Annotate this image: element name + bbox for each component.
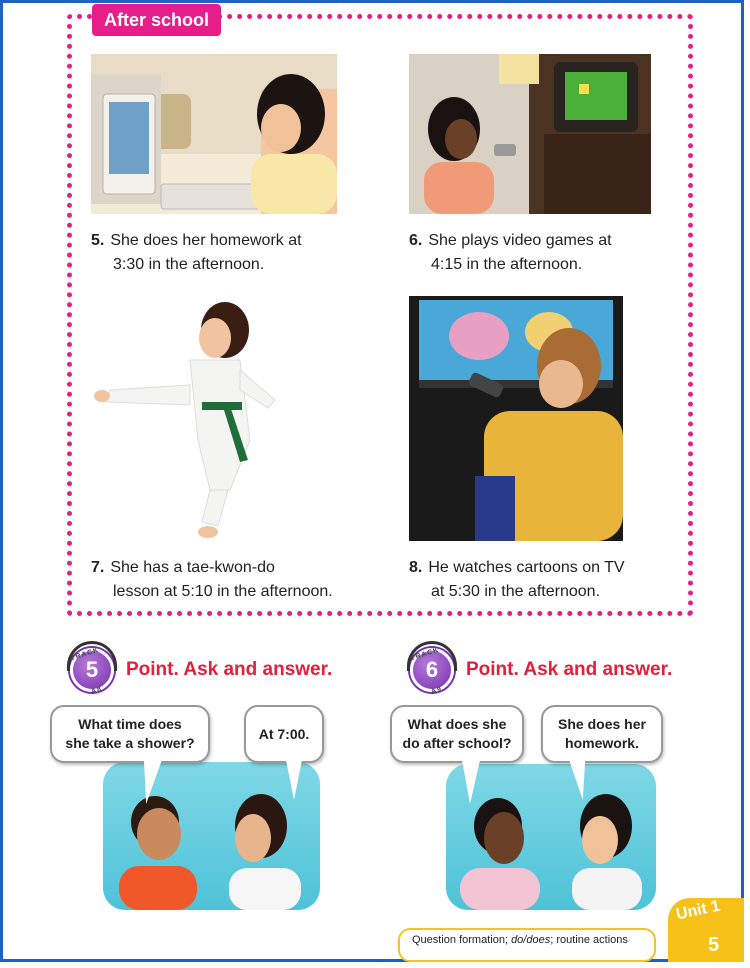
photo-homework <box>91 54 337 214</box>
caption-number: 6. <box>409 232 423 249</box>
photo-cartoons <box>409 296 623 541</box>
activity-number-badge <box>69 646 114 696</box>
bubble-tail <box>286 760 302 800</box>
caption-line: He watches cartoons on TV <box>428 559 625 576</box>
caption-line: lesson at 5:10 in the afternoon. <box>113 583 333 600</box>
caption-line: She has a tae-kwon-do <box>110 559 275 576</box>
bubble-text: What does she do after school? <box>402 716 512 751</box>
caption-line: 3:30 in the afternoon. <box>113 256 265 273</box>
activity-6-header <box>409 646 673 696</box>
caption-number: 7. <box>91 559 105 576</box>
section-title: After school <box>92 4 221 36</box>
footnote-box <box>398 928 656 962</box>
photo-tae-kwon-do <box>90 290 290 545</box>
unit-label: Unit 1 <box>674 897 722 924</box>
activity-5-header <box>69 646 333 696</box>
activity-number: 6 <box>425 657 439 682</box>
caption-line: at 5:30 in the afternoon. <box>431 583 601 600</box>
caption-5 <box>91 229 351 277</box>
caption-number: 5. <box>91 232 105 249</box>
caption-6 <box>409 229 669 277</box>
speech-bubble-question <box>50 705 210 763</box>
caption-line: She plays video games at <box>428 232 612 249</box>
bubble-text: She does her homework. <box>558 716 646 751</box>
track-label: TRACK A9 <box>409 646 443 696</box>
caption-line: 4:15 in the afternoon. <box>431 256 583 273</box>
speech-bubble-answer <box>244 705 324 763</box>
caption-7 <box>91 556 381 604</box>
bubble-text: At 7:00. <box>258 725 310 742</box>
activity-number-badge <box>409 646 454 696</box>
activity-title: Point. Ask and answer. <box>126 659 333 680</box>
footnote-text: Question formation; <box>412 934 512 946</box>
page-number: 5 <box>708 934 720 956</box>
photo-video-games <box>409 54 651 214</box>
activity-number: 5 <box>85 657 99 682</box>
speech-bubble-question <box>390 705 524 763</box>
footnote-text: ; routine actions <box>550 934 628 946</box>
bubble-tail <box>462 760 480 804</box>
activity-title: Point. Ask and answer. <box>466 659 673 680</box>
speech-bubble-answer <box>541 705 663 763</box>
caption-line: She does her homework at <box>110 232 302 249</box>
track-label: TRACK A8 <box>69 646 103 696</box>
footnote-italic: do/does <box>511 934 551 946</box>
caption-number: 8. <box>409 559 423 576</box>
caption-8 <box>409 556 689 604</box>
bubble-text: What time does she take a shower? <box>65 716 195 751</box>
